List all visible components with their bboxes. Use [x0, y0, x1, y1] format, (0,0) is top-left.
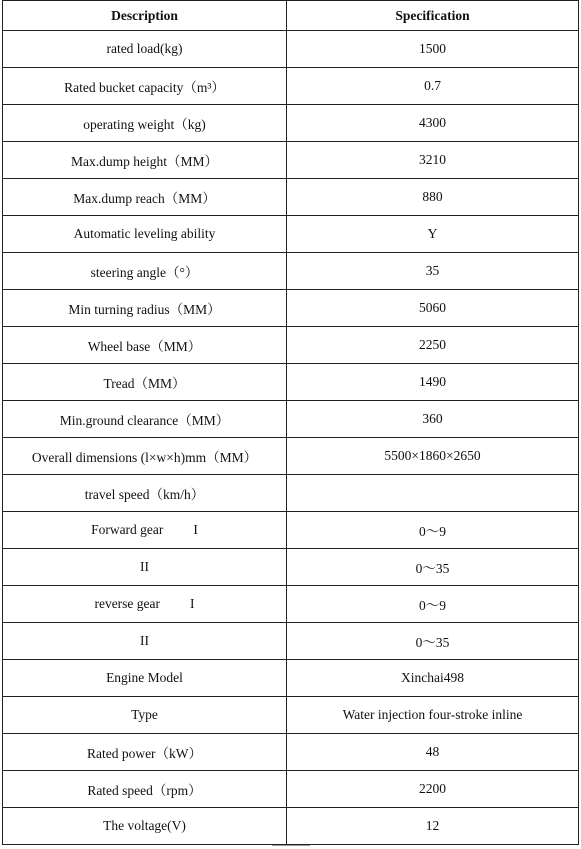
specification-cell: 0～9 [287, 512, 579, 549]
specification-cell: 2200 [287, 771, 579, 808]
table-row [3, 142, 579, 179]
specification-cell: 0.7 [287, 68, 579, 105]
page-footer-line [272, 845, 310, 847]
description-cell: rated load(kg) [3, 31, 287, 68]
table-row [3, 549, 579, 586]
description-cell: Max.dump height（MM） [3, 142, 287, 179]
description-cell: Wheel base（MM） [3, 327, 287, 364]
specification-cell: 35 [287, 253, 579, 290]
specification-cell: 1490 [287, 364, 579, 401]
description-cell: Rated bucket capacity（m³） [3, 68, 287, 105]
description-cell: operating weight（kg) [3, 105, 287, 142]
description-cell: Type [3, 697, 287, 734]
specification-cell: 5500×1860×2650 [287, 438, 579, 475]
table-row [3, 179, 579, 216]
table-row [3, 808, 579, 845]
description-cell: Min turning radius（MM） [3, 290, 287, 327]
specification-cell: 48 [287, 734, 579, 771]
specification-cell: 2250 [287, 327, 579, 364]
table-row [3, 364, 579, 401]
table-row [3, 253, 579, 290]
specification-cell: 4300 [287, 105, 579, 142]
specification-cell: 880 [287, 179, 579, 216]
table-row [3, 475, 579, 512]
description-cell [3, 586, 287, 623]
table-row [3, 401, 579, 438]
description-cell [3, 549, 287, 586]
specification-cell: 12 [287, 808, 579, 845]
table-row [3, 290, 579, 327]
description-cell [3, 512, 287, 549]
table-row [3, 771, 579, 808]
specification-cell: 5060 [287, 290, 579, 327]
table-row [3, 327, 579, 364]
gear-numeral: II [140, 633, 149, 648]
specification-cell: 0～35 [287, 623, 579, 660]
description-cell: Rated power（kW） [3, 734, 287, 771]
table-row [3, 586, 579, 623]
description-cell: Min.ground clearance（MM） [3, 401, 287, 438]
table-row [3, 623, 579, 660]
description-cell: Max.dump reach（MM） [3, 179, 287, 216]
description-cell [3, 623, 287, 660]
table-row [3, 216, 579, 253]
specification-cell: Xinchai498 [287, 660, 579, 697]
specification-cell: 3210 [287, 142, 579, 179]
gear-numeral: I [190, 596, 195, 611]
description-cell: travel speed（km/h） [3, 475, 287, 512]
specification-cell: 0～9 [287, 586, 579, 623]
specification-cell: Water injection four-stroke inline [287, 697, 579, 734]
table-body [3, 31, 579, 845]
table-row [3, 734, 579, 771]
table-header-row [3, 1, 579, 31]
table-row [3, 660, 579, 697]
description-cell: Tread（MM） [3, 364, 287, 401]
table-row [3, 68, 579, 105]
gear-numeral: I [193, 522, 198, 537]
table-row [3, 31, 579, 68]
specification-table [2, 0, 579, 845]
description-cell: Overall dimensions (l×w×h)mm（MM） [3, 438, 287, 475]
specification-cell: Y [287, 216, 579, 253]
description-cell: Automatic leveling ability [3, 216, 287, 253]
column-header-specification: Specification [287, 1, 579, 31]
gear-label: reverse gear [94, 596, 161, 611]
gear-label: Forward gear [91, 522, 164, 537]
column-header-description: Description [3, 1, 287, 31]
table-row [3, 438, 579, 475]
specification-cell: 1500 [287, 31, 579, 68]
gear-numeral: II [140, 559, 149, 574]
description-cell: Engine Model [3, 660, 287, 697]
description-cell: steering angle（°） [3, 253, 287, 290]
description-cell: Rated speed（rpm） [3, 771, 287, 808]
table-row [3, 512, 579, 549]
specification-cell: 360 [287, 401, 579, 438]
description-cell: The voltage(V) [3, 808, 287, 845]
table-row [3, 697, 579, 734]
table-row [3, 105, 579, 142]
specification-cell [287, 475, 579, 512]
specification-cell: 0～35 [287, 549, 579, 586]
